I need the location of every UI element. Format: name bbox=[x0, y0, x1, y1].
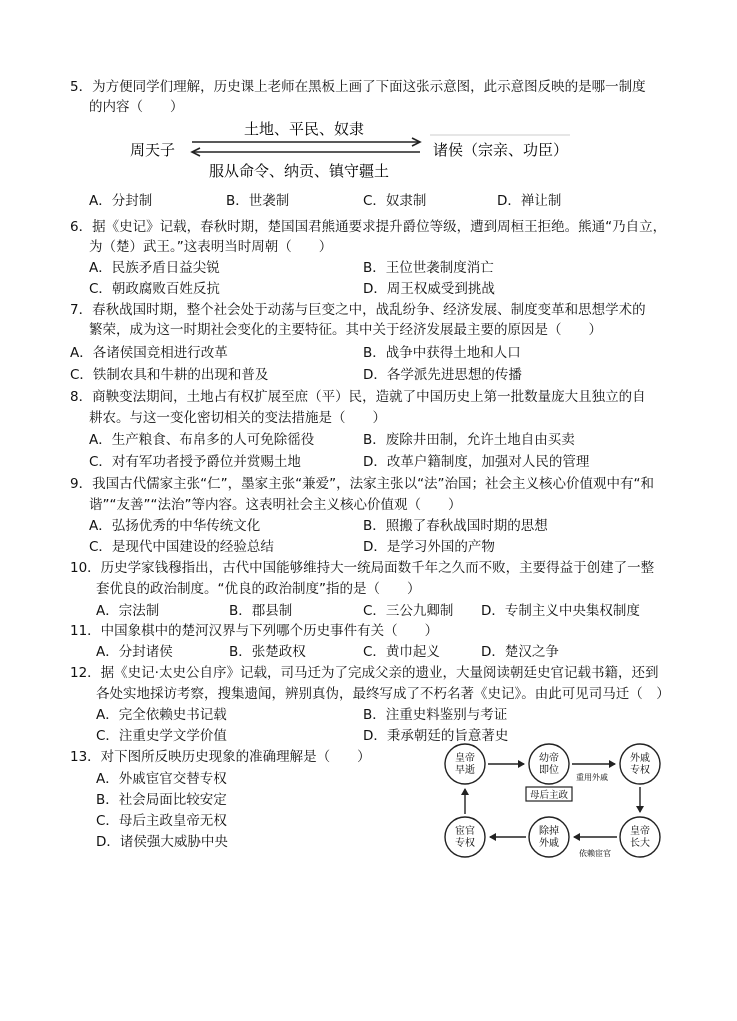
svg-text:皇帝: 皇帝 bbox=[455, 753, 475, 764]
q6-option-a[interactable]: A．民族矛盾日益尖锐 bbox=[89, 260, 220, 276]
q13-label-reuse-consort: 重用外戚 bbox=[576, 773, 608, 782]
q13-stem-line1: 13．对下图所反映历史现象的准确理解是（ ） bbox=[70, 749, 371, 765]
svg-text:外戚: 外戚 bbox=[539, 838, 559, 849]
q7-option-d[interactable]: D．各学派先进思想的传播 bbox=[363, 367, 522, 383]
svg-text:专权: 专权 bbox=[630, 765, 650, 776]
q6-stem-line1: 6．据《史记》记载，春秋时期，楚国国君熊通要求提升爵位等级，遭到周桓王拒绝。熊通“乃自立， bbox=[70, 219, 667, 235]
q12-option-b[interactable]: B．注重史料鉴别与考证 bbox=[363, 707, 508, 723]
q12-stem-line2: 各处实地採访考察，搜集遗闻，辨别真伪，最终写成了不朽名著《史记》。由此可见司马迁（ ） bbox=[96, 686, 670, 702]
q5-option-a[interactable]: A．分封制 bbox=[89, 193, 153, 209]
q11-option-d[interactable]: D．楚汉之争 bbox=[481, 644, 559, 660]
svg-text:专权: 专权 bbox=[455, 838, 475, 849]
q11-option-a[interactable]: A．分封诸侯 bbox=[96, 644, 173, 660]
q13-option-c[interactable]: C．母后主政皇帝无权 bbox=[96, 813, 227, 829]
q7-option-b[interactable]: B．战争中获得土地和人口 bbox=[363, 345, 521, 361]
q10-option-c[interactable]: C．三公九卿制 bbox=[363, 603, 454, 619]
q13-option-b[interactable]: B．社会局面比较安定 bbox=[96, 792, 227, 808]
q13-node-consort-power bbox=[620, 744, 660, 784]
svg-text:长大: 长大 bbox=[630, 838, 650, 849]
q10-stem-line2: 套优良的政治制度。“优良的政治制度”指的是（ ） bbox=[96, 581, 421, 597]
svg-text:幼帝: 幼帝 bbox=[539, 753, 559, 764]
q10-option-b[interactable]: B．郡县制 bbox=[229, 603, 293, 619]
q5-diagram-left: 周天子 bbox=[130, 141, 176, 159]
q6-option-d[interactable]: D．周王权威受到挑战 bbox=[363, 281, 495, 297]
q9-stem-line2: 谐”“友善”“法治”等内容。这表明社会主义核心价值观（ ） bbox=[89, 497, 462, 513]
q7-option-a[interactable]: A．各诸侯国竞相进行改革 bbox=[70, 345, 228, 361]
q8-stem-line1: 8．商鞅变法期间，土地占有权扩展至庶（平）民，造就了中国历史上第一批数量庞大且独立的自 bbox=[70, 389, 646, 405]
svg-text:早逝: 早逝 bbox=[455, 765, 475, 776]
q11-stem-line1: 11．中国象棋中的楚河汉界与下列哪个历史事件有关（ ） bbox=[70, 623, 439, 639]
q9-option-d[interactable]: D．是学习外国的产物 bbox=[363, 539, 495, 555]
q5-option-c[interactable]: C．奴隶制 bbox=[363, 193, 427, 209]
q10-stem-line1: 10．历史学家钱穆指出，古代中国能够维持大一统局面数千年之久而不败，主要得益于创建了一整 bbox=[70, 560, 655, 576]
svg-text:除掉: 除掉 bbox=[539, 826, 559, 837]
q8-stem-line2: 耕农。与这一变化密切相关的变法措施是（ ） bbox=[89, 410, 386, 426]
q9-option-c[interactable]: C．是现代中国建设的经验总结 bbox=[89, 539, 274, 555]
q12-option-c[interactable]: C．注重史学文学价值 bbox=[96, 728, 227, 744]
q5-stem-line2: 的内容（ ） bbox=[89, 99, 184, 115]
q13-empress-label: 母后主政 bbox=[529, 790, 569, 801]
q13-node-emperor-early-death bbox=[445, 744, 485, 784]
q5-diagram-bottom: 服从命令、纳贡、镇守疆土 bbox=[209, 162, 390, 180]
q5-stem-line1: 5．为方便同学们理解，历史课上老师在黑板上画了下面这张示意图，此示意图反映的是哪一制度 bbox=[70, 79, 646, 95]
q12-option-a[interactable]: A．完全依赖史书记载 bbox=[96, 707, 227, 723]
q5-option-b[interactable]: B．世袭制 bbox=[226, 193, 290, 209]
q10-option-a[interactable]: A．宗法制 bbox=[96, 603, 160, 619]
svg-text:外戚: 外戚 bbox=[630, 753, 650, 764]
q8-option-c[interactable]: C．对有军功者授予爵位并赏赐土地 bbox=[89, 454, 301, 470]
q13-option-d[interactable]: D．诸侯强大威胁中央 bbox=[96, 834, 228, 850]
q6-option-c[interactable]: C．朝政腐败百姓反抗 bbox=[89, 281, 220, 297]
q5-diagram-right: 诸侯（宗亲、功臣） bbox=[433, 141, 569, 159]
q7-option-c[interactable]: C．铁制农具和牛耕的出现和普及 bbox=[70, 367, 269, 383]
q13-node-remove-consort bbox=[529, 817, 569, 857]
svg-text:皇帝: 皇帝 bbox=[630, 826, 650, 837]
q12-stem-line1: 12．据《史记·太史公自序》记载，司马迁为了完成父亲的遗业，大量阅读朝廷史官记载书籍，还到 bbox=[70, 665, 659, 681]
q13-cycle-diagram bbox=[440, 740, 680, 862]
q6-option-b[interactable]: B．王位世袭制度消亡 bbox=[363, 260, 494, 276]
q7-stem-line2: 繁荣，成为这一时期社会变化的主要特征。其中关于经济发展最主要的原因是（ ） bbox=[89, 322, 602, 338]
q13-option-a[interactable]: A．外戚宦官交替专权 bbox=[96, 771, 227, 787]
q13-node-eunuch-power bbox=[445, 817, 485, 857]
q13-label-rely-eunuch: 依赖宦官 bbox=[579, 849, 611, 858]
q8-option-d[interactable]: D．改革户籍制度，加强对人民的管理 bbox=[363, 454, 590, 470]
q13-node-young-emperor bbox=[529, 744, 569, 784]
q9-option-a[interactable]: A．弘扬优秀的中华传统文化 bbox=[89, 518, 261, 534]
q11-option-c[interactable]: C．黄巾起义 bbox=[363, 644, 440, 660]
q5-option-d[interactable]: D．禅让制 bbox=[497, 193, 562, 209]
q12-option-d[interactable]: D．秉承朝廷的旨意著史 bbox=[363, 728, 509, 744]
q8-option-b[interactable]: B．废除井田制，允许土地自由买卖 bbox=[363, 432, 575, 448]
q7-stem-line1: 7．春秋战国时期，整个社会处于动荡与巨变之中，战乱纷争、经济发展、制度变革和思想学术的 bbox=[70, 302, 646, 318]
q9-option-b[interactable]: B．照搬了春秋战国时期的思想 bbox=[363, 518, 548, 534]
q8-option-a[interactable]: A．生产粮食、布帛多的人可免除徭役 bbox=[89, 432, 315, 448]
svg-text:即位: 即位 bbox=[539, 765, 559, 776]
q11-option-b[interactable]: B．张楚政权 bbox=[229, 644, 306, 660]
q5-diagram-top: 土地、平民、奴隶 bbox=[244, 120, 365, 138]
svg-text:宦官: 宦官 bbox=[455, 826, 475, 837]
q13-node-emperor-grown bbox=[620, 817, 660, 857]
q10-option-d[interactable]: D．专制主义中央集权制度 bbox=[481, 603, 640, 619]
q6-stem-line2: 为（楚）武王。”这表明当时周朝（ ） bbox=[89, 239, 333, 255]
q5-diagram bbox=[120, 118, 580, 184]
q9-stem-line1: 9．我国古代儒家主张“仁”，墨家主张“兼爱”，法家主张以“法”治国；社会主义核心价值观中有“和 bbox=[70, 476, 655, 492]
